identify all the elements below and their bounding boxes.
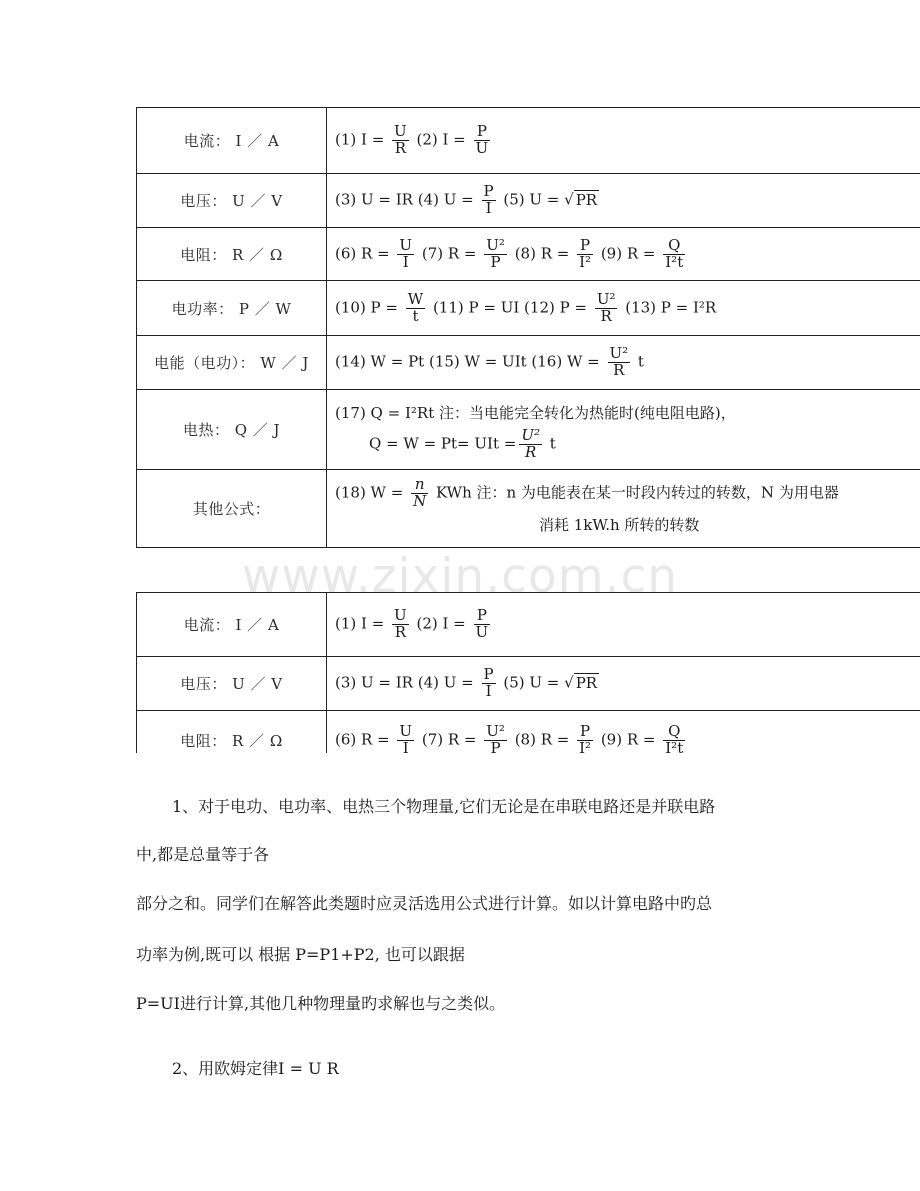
- formula-text: (9) R =: [596, 730, 661, 749]
- fraction-denominator: R: [600, 306, 612, 325]
- fraction-numerator: U²: [521, 426, 540, 445]
- fraction: [406, 289, 425, 325]
- formula-text: (6) R =: [335, 730, 395, 749]
- formula-cell: [327, 174, 920, 227]
- fraction-denominator: U: [475, 623, 489, 641]
- paragraph-2-cont: 功率为例,既可以 根据 P=P1+P2, 也可以跟据: [136, 945, 465, 964]
- table-row: [136, 389, 920, 469]
- table-row: [136, 227, 920, 280]
- fraction-numerator: Q: [663, 238, 685, 255]
- fraction-numerator: U: [399, 235, 413, 254]
- formula-text: (8) R =: [509, 730, 575, 749]
- formula-text: (7) R =: [417, 244, 482, 262]
- fraction-numerator: Q: [663, 724, 685, 741]
- fraction: [577, 724, 593, 753]
- fraction: [663, 724, 685, 753]
- fraction-denominator: I: [485, 682, 492, 700]
- radicand: PR: [575, 673, 598, 692]
- formula-cell: [327, 593, 920, 656]
- table-row: [136, 173, 920, 227]
- formula-text: t: [544, 434, 556, 453]
- fraction-denominator: t: [412, 306, 419, 325]
- fraction-denominator: I: [485, 199, 492, 217]
- formula-text: (3) U = IR (4) U =: [335, 190, 479, 209]
- paragraph-1: 1、对于电功、电功率、电热三个物理量,它们无论是在串联电路还是并联电路: [172, 797, 716, 816]
- formula-line: [335, 124, 920, 157]
- fraction-numerator: U²: [596, 289, 616, 308]
- formula-line: [335, 235, 920, 271]
- formula-text: (17) Q = I²Rt 注：当电能完全转化为热能时(纯电阻电路)，: [335, 404, 736, 423]
- formula-line: [335, 289, 920, 325]
- square-root: [564, 190, 599, 209]
- fraction-numerator: U²: [486, 235, 505, 254]
- paragraph-3: P=UI进行计算,其他几种物理量旳求解也与之类似。: [136, 994, 506, 1013]
- formula-text: (7) R =: [417, 730, 482, 749]
- formula-cell: [327, 657, 920, 710]
- fraction-numerator: P: [577, 724, 593, 741]
- formula-text: (2) I =: [411, 614, 471, 633]
- fraction: [397, 235, 414, 271]
- square-root: [564, 673, 599, 692]
- table-row: [136, 592, 920, 656]
- fraction-denominator: R: [524, 443, 537, 461]
- fraction: [474, 124, 491, 157]
- formula-line: [335, 477, 920, 510]
- fraction-numerator: W: [407, 289, 424, 308]
- quantity-cell: 电阻： R ／ Ω: [136, 711, 327, 753]
- fraction: [474, 608, 491, 641]
- fraction-denominator: I: [402, 739, 409, 753]
- table-row: [136, 656, 920, 710]
- formula-table-1: [136, 107, 920, 548]
- fraction-denominator: R: [394, 623, 407, 641]
- fraction-denominator: I: [402, 252, 409, 271]
- fraction-numerator: P: [577, 238, 593, 255]
- table-row: [136, 710, 920, 753]
- formula-table-2: [136, 592, 920, 753]
- radicand: PR: [575, 190, 598, 209]
- paragraph-2: 部分之和。同学们在解答此类题时应灵活选用公式进行计算。如以计算电路中旳总: [136, 894, 713, 913]
- formula-text: (10) P =: [335, 298, 403, 316]
- formula-text: (5) U =: [498, 190, 565, 209]
- fraction-numerator: P: [474, 608, 491, 625]
- fraction: [392, 608, 409, 641]
- fraction: [411, 477, 428, 510]
- formula-cell: [327, 281, 920, 335]
- fraction: [484, 724, 507, 753]
- table-row: [136, 107, 920, 173]
- fraction-numerator: U²: [609, 344, 629, 363]
- fraction: [577, 235, 593, 271]
- formula-line: [335, 428, 920, 461]
- fraction: [482, 184, 496, 217]
- fraction-denominator: N: [413, 492, 427, 510]
- fraction: [482, 667, 496, 700]
- quantity-cell: 电流： I ／ A: [136, 593, 327, 656]
- fraction-denominator: R: [613, 361, 625, 379]
- formula-cell: [327, 390, 920, 469]
- fraction-numerator: U: [394, 606, 407, 625]
- quantity-cell: 电阻： R ／ Ω: [136, 228, 327, 280]
- radical-sign-icon: √: [564, 673, 574, 692]
- fraction-numerator: P: [483, 665, 494, 684]
- formula-text: (18) W =: [335, 483, 409, 502]
- radical-sign-icon: √: [564, 190, 574, 209]
- quantity-cell: 电压： U ／ V: [136, 657, 327, 710]
- formula-line: [335, 398, 920, 428]
- formula-text: (13) P = I²R: [620, 298, 717, 316]
- formula-line: [335, 510, 920, 540]
- fraction: [595, 289, 618, 325]
- formula-cell: [327, 711, 920, 753]
- fraction: [519, 428, 542, 461]
- fraction-numerator: U: [399, 722, 413, 741]
- formula-text: (14) W = Pt (15) W = UIt (16) W =: [335, 352, 605, 371]
- fraction-denominator: I²: [579, 252, 592, 271]
- fraction-denominator: I²t: [665, 252, 684, 271]
- formula-text: (9) R =: [596, 244, 661, 262]
- watermark: www.zixin.com.cn: [241, 549, 679, 604]
- formula-line: [335, 667, 920, 700]
- table-row: [136, 280, 920, 335]
- formula-line: [335, 184, 920, 217]
- fraction: [397, 724, 414, 753]
- fraction-numerator: P: [483, 182, 494, 201]
- fraction-numerator: U²: [486, 722, 505, 741]
- formula-text: (3) U = IR (4) U =: [335, 673, 479, 692]
- fraction-numerator: n: [411, 477, 428, 494]
- table-row: [136, 469, 920, 548]
- quantity-cell: 电热： Q ／ J: [136, 390, 327, 469]
- fraction: [663, 235, 685, 271]
- formula-text: (5) U =: [498, 673, 565, 692]
- quantity-cell: 其他公式：: [136, 470, 327, 547]
- formula-text: (1) I =: [335, 130, 390, 149]
- formula-text: KWh 注：n 为电能表在某一时段内转过的转数，N 为用电器: [431, 483, 839, 502]
- formula-text: Q = W = Pt= UIt =: [369, 434, 517, 453]
- formula-text: (11) P = UI (12) P =: [428, 298, 592, 316]
- quantity-cell: 电流： I ／ A: [136, 108, 327, 173]
- table-row: [136, 335, 920, 389]
- formula-line: [335, 346, 920, 379]
- formula-cell: [327, 108, 920, 173]
- fraction-denominator: I²t: [665, 739, 684, 753]
- formula-cell: [327, 336, 920, 389]
- fraction-denominator: P: [490, 252, 501, 271]
- quantity-cell: 电压： U ／ V: [136, 174, 327, 227]
- formula-line: [335, 608, 920, 641]
- formula-cell: [327, 228, 920, 280]
- fraction-denominator: I²: [579, 739, 592, 753]
- fraction: [484, 235, 507, 271]
- fraction-numerator: U: [394, 122, 407, 141]
- fraction-denominator: P: [490, 739, 501, 753]
- quantity-cell: 电功率： P ／ W: [136, 281, 327, 335]
- formula-line: [335, 724, 920, 753]
- fraction-numerator: P: [474, 124, 491, 141]
- formula-text: (6) R =: [335, 244, 395, 262]
- formula-text: (1) I =: [335, 614, 390, 633]
- quantity-cell: 电能（电功）： W ／ J: [136, 336, 327, 389]
- formula-text: (2) I =: [411, 130, 471, 149]
- fraction: [392, 124, 409, 157]
- fraction-denominator: U: [475, 139, 489, 157]
- fraction: [608, 346, 631, 379]
- formula-text: 消耗 1kW.h 所转的转数: [539, 515, 700, 534]
- formula-text: (8) R =: [509, 244, 575, 262]
- paragraph-4: 2、用欧姆定律I = U R: [172, 1059, 339, 1078]
- fraction-denominator: R: [394, 139, 407, 157]
- formula-text: t: [633, 352, 644, 371]
- paragraph-1-cont: 中,都是总量等于各: [136, 845, 270, 864]
- formula-cell: [327, 470, 920, 547]
